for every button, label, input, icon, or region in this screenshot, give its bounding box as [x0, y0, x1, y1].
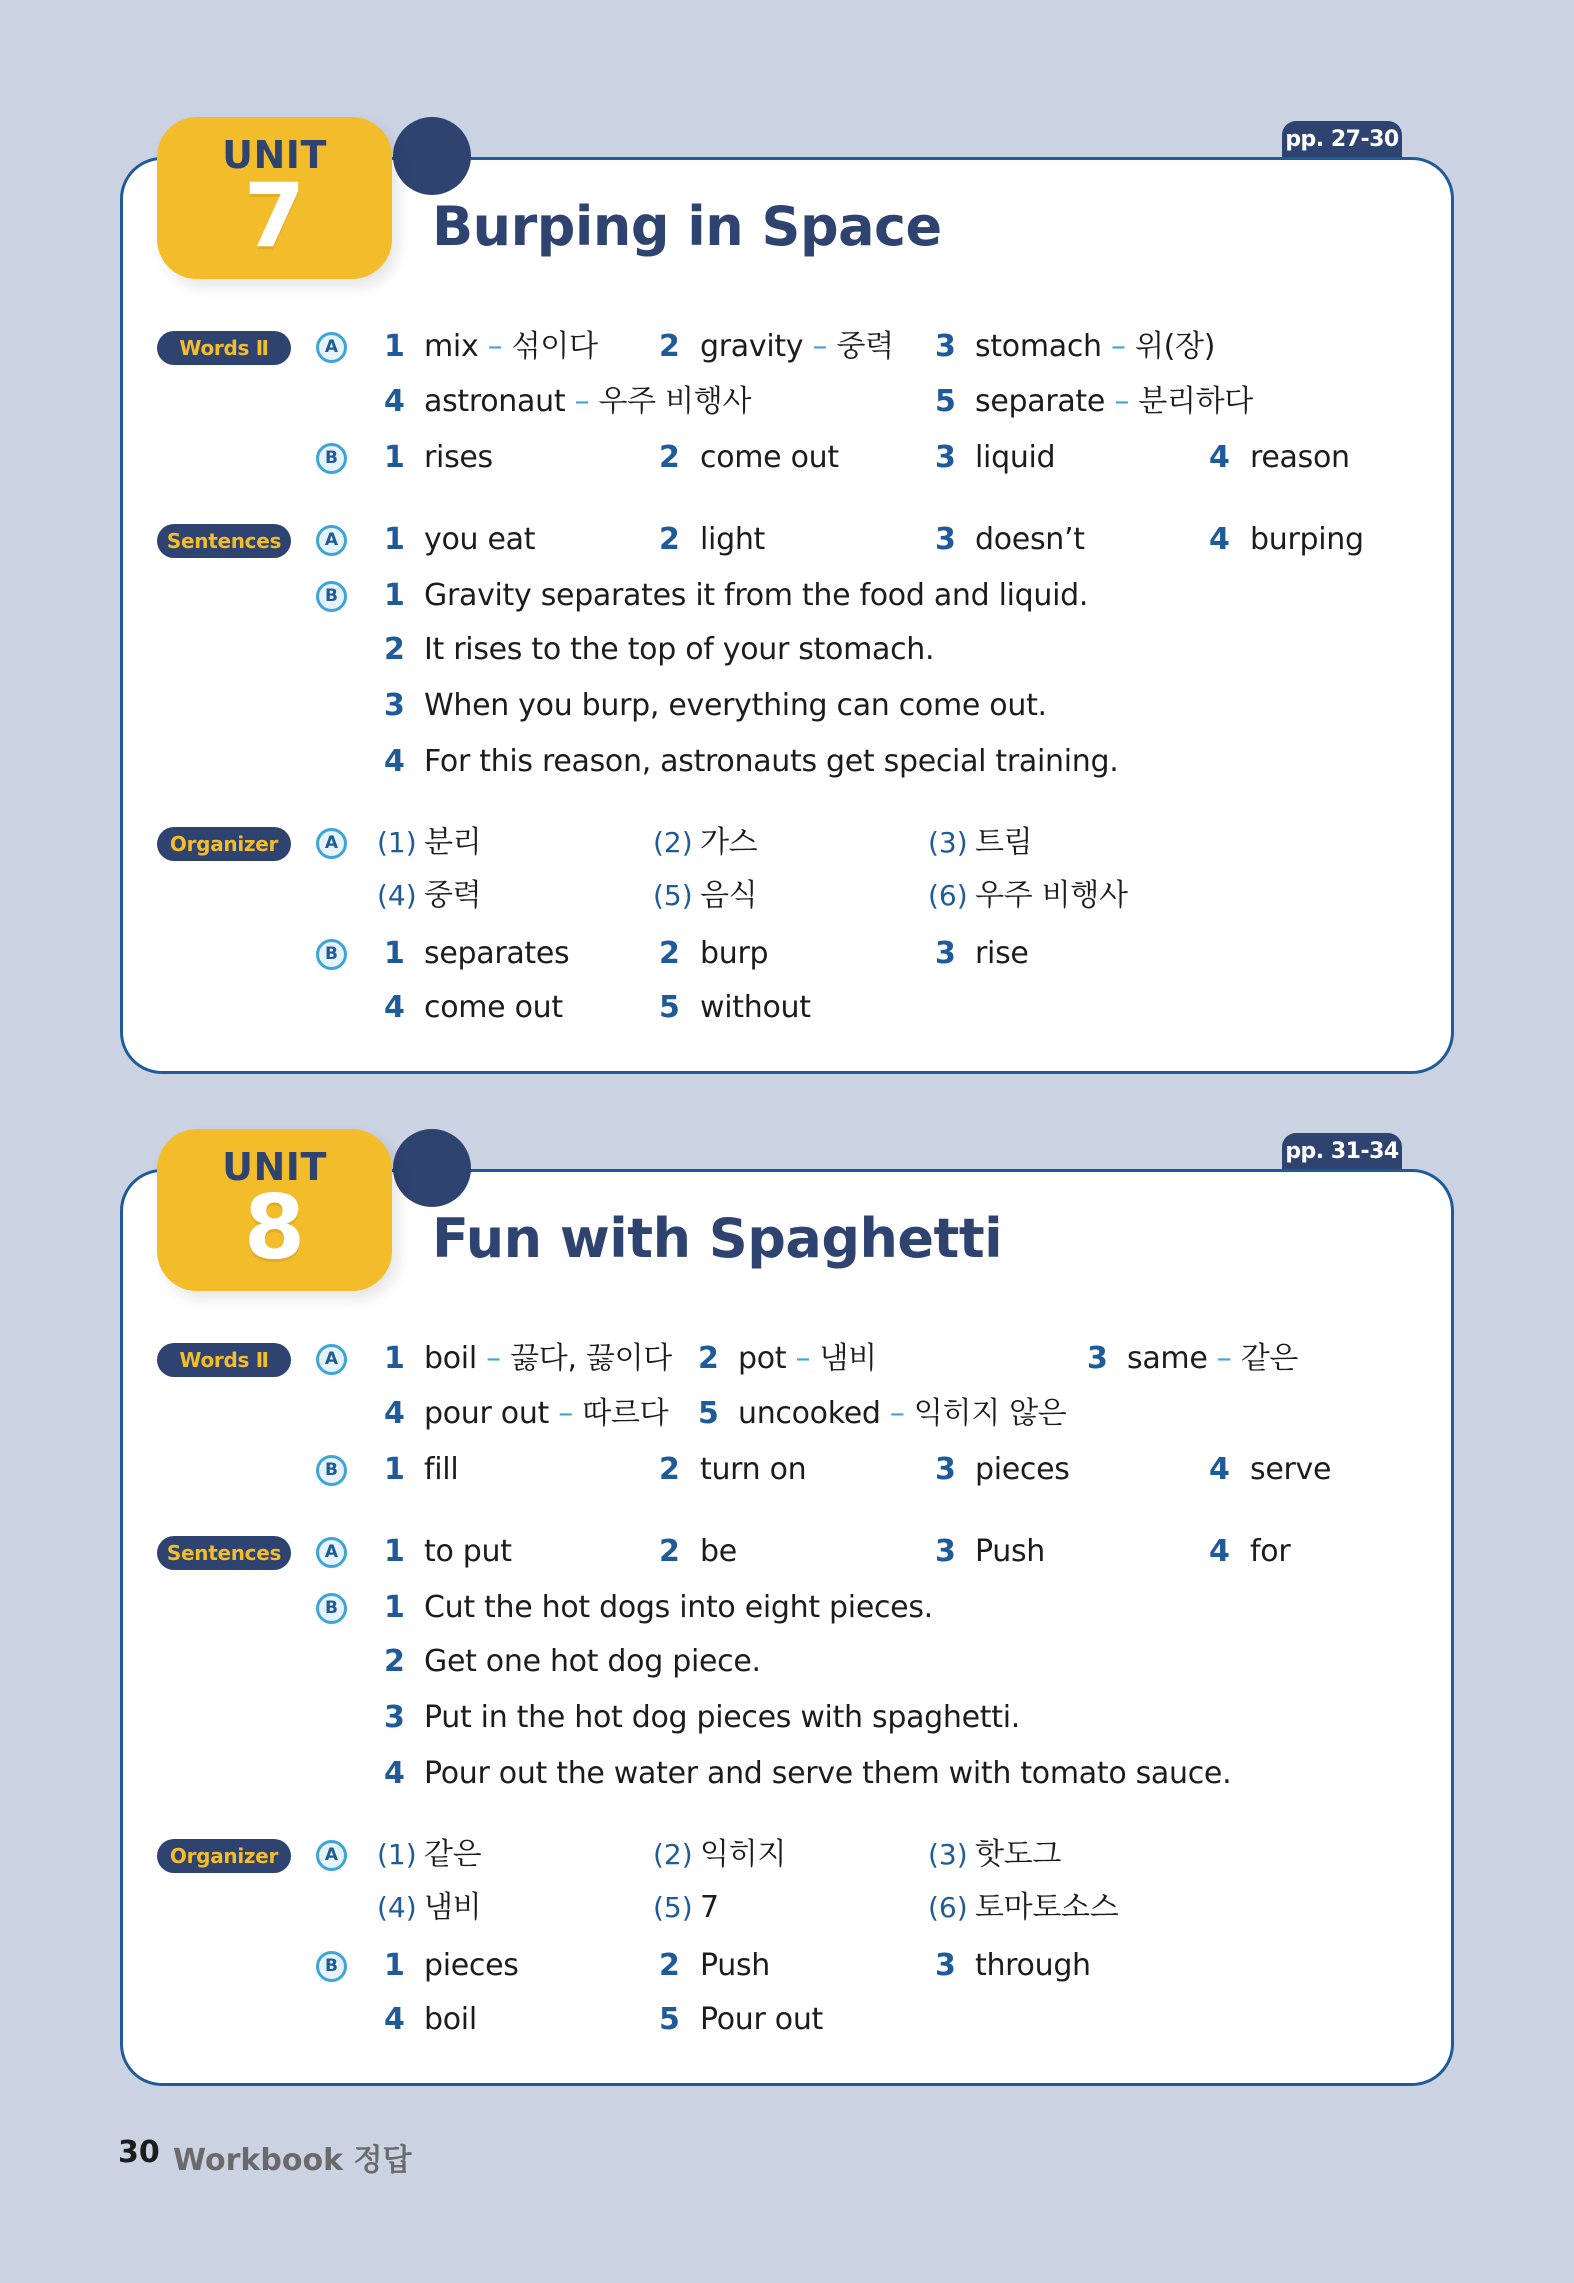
section-label-words: Words Ⅱ: [157, 1343, 291, 1377]
item-number: 4: [1209, 522, 1230, 557]
item-number: 4: [384, 1396, 405, 1431]
answer-text: burp: [700, 936, 769, 971]
part-a-marker: A: [316, 1840, 347, 1871]
item-number: (5): [653, 879, 693, 912]
unit-tab-decoration: [393, 1129, 471, 1207]
answer-text: light: [700, 522, 765, 557]
item-number: (2): [653, 826, 693, 859]
vocab-item: mix – 섞이다: [424, 329, 598, 364]
answer-text: 분리: [424, 825, 482, 860]
item-number: 2: [698, 1341, 719, 1376]
answer-text: 가스: [700, 825, 758, 860]
answer-text: pieces: [424, 1948, 519, 1983]
item-number: 4: [384, 2002, 405, 2037]
sentence-answer: When you burp, everything can come out.: [424, 688, 1047, 723]
part-b-marker: B: [316, 1455, 347, 1486]
answer-text: turn on: [700, 1452, 807, 1487]
item-number: 3: [935, 1534, 956, 1569]
item-number: 5: [698, 1396, 719, 1431]
answer-text: 트림: [975, 825, 1033, 860]
item-number: 2: [659, 1452, 680, 1487]
item-number: 1: [384, 1534, 405, 1569]
item-number: 4: [384, 1756, 405, 1791]
answer-text: boil: [424, 2002, 477, 2037]
unit-word: UNIT: [222, 133, 327, 177]
item-number: 1: [384, 329, 405, 364]
item-number: 4: [384, 744, 405, 779]
item-number: 3: [1087, 1341, 1108, 1376]
answer-text: 토마토소스: [975, 1890, 1119, 1925]
item-number: 1: [384, 1590, 405, 1625]
unit-badge: [157, 1129, 392, 1291]
vocab-item: gravity – 중력: [700, 329, 894, 364]
item-number: (1): [377, 1838, 417, 1871]
item-number: 2: [659, 1948, 680, 1983]
item-number: 1: [384, 578, 405, 613]
answer-text: 음식: [700, 878, 758, 913]
answer-text: you eat: [424, 522, 536, 557]
item-number: 5: [659, 2002, 680, 2037]
sentence-answer: Put in the hot dog pieces with spaghetti.: [424, 1700, 1020, 1735]
item-number: 3: [935, 1452, 956, 1487]
part-a-marker: A: [316, 1344, 347, 1375]
part-b-marker: B: [316, 443, 347, 474]
footer-title: Workbook 정답: [173, 2143, 412, 2178]
part-b-marker: B: [316, 1593, 347, 1624]
answer-text: 중력: [424, 878, 482, 913]
section-label-organizer: Organizer: [157, 1839, 291, 1873]
answer-text: serve: [1250, 1452, 1332, 1487]
item-number: 4: [384, 384, 405, 419]
answer-text: come out: [424, 990, 563, 1025]
section-label-words: Words Ⅱ: [157, 331, 291, 365]
vocab-item: pot – 냄비: [738, 1341, 877, 1376]
item-number: 2: [659, 440, 680, 475]
item-number: 3: [384, 688, 405, 723]
answer-text: 냄비: [424, 1890, 482, 1925]
item-number: (1): [377, 826, 417, 859]
vocab-item: same – 같은: [1127, 1341, 1299, 1376]
unit-badge: [157, 117, 392, 279]
sentence-answer: Pour out the water and serve them with tomato sauce.: [424, 1756, 1232, 1791]
item-number: 4: [384, 990, 405, 1025]
item-number: (6): [928, 1891, 968, 1924]
item-number: (4): [377, 879, 417, 912]
page-range-badge: pp. 31-34: [1282, 1133, 1402, 1169]
answer-text: Push: [700, 1948, 771, 1983]
item-number: (5): [653, 1891, 693, 1924]
item-number: 3: [935, 1948, 956, 1983]
answer-text: be: [700, 1534, 737, 1569]
item-number: 2: [384, 632, 405, 667]
unit-title: Burping in Space: [432, 195, 942, 258]
sentence-answer: Gravity separates it from the food and liquid.: [424, 578, 1089, 613]
section-label-organizer: Organizer: [157, 827, 291, 861]
item-number: 2: [659, 329, 680, 364]
item-number: 4: [1209, 1534, 1230, 1569]
part-b-marker: B: [316, 1951, 347, 1982]
item-number: 2: [384, 1644, 405, 1679]
page-range-badge: pp. 27-30: [1282, 121, 1402, 157]
item-number: (3): [928, 826, 968, 859]
vocab-item: astronaut – 우주 비행사: [424, 384, 752, 419]
unit-number: 8: [243, 1176, 306, 1279]
item-number: 3: [384, 1700, 405, 1735]
answer-text: without: [700, 990, 811, 1025]
vocab-item: pour out – 따르다: [424, 1396, 669, 1431]
answer-text: 핫도그: [975, 1837, 1062, 1872]
answer-text: 7: [700, 1890, 719, 1925]
sentence-answer: Get one hot dog piece.: [424, 1644, 761, 1679]
part-a-marker: A: [316, 332, 347, 363]
sentence-answer: For this reason, astronauts get special training.: [424, 744, 1119, 779]
unit-number: 7: [243, 164, 306, 267]
sentence-answer: It rises to the top of your stomach.: [424, 632, 935, 667]
part-a-marker: A: [316, 828, 347, 859]
part-b-marker: B: [316, 581, 347, 612]
answer-text: liquid: [975, 440, 1056, 475]
item-number: 3: [935, 936, 956, 971]
answer-text: Push: [975, 1534, 1046, 1569]
answer-text: 익히지: [700, 1837, 787, 1872]
section-label-sentences: Sentences: [157, 524, 291, 558]
answer-text: separates: [424, 936, 570, 971]
answer-text: rises: [424, 440, 493, 475]
vocab-item: separate – 분리하다: [975, 384, 1253, 419]
item-number: 2: [659, 936, 680, 971]
item-number: 1: [384, 1452, 405, 1487]
unit-word: UNIT: [222, 1145, 327, 1189]
answer-text: fill: [424, 1452, 459, 1487]
answer-text: rise: [975, 936, 1029, 971]
item-number: 5: [935, 384, 956, 419]
answer-text: come out: [700, 440, 839, 475]
item-number: (4): [377, 1891, 417, 1924]
item-number: 3: [935, 329, 956, 364]
vocab-item: boil – 끓다, 끓이다: [424, 1341, 672, 1376]
vocab-item: uncooked – 익히지 않은: [738, 1396, 1067, 1431]
answer-text: 우주 비행사: [975, 878, 1128, 913]
answer-text: for: [1250, 1534, 1291, 1569]
item-number: (3): [928, 1838, 968, 1871]
item-number: (2): [653, 1838, 693, 1871]
item-number: 4: [1209, 440, 1230, 475]
item-number: 3: [935, 440, 956, 475]
item-number: 1: [384, 936, 405, 971]
answer-text: doesn’t: [975, 522, 1085, 557]
item-number: 1: [384, 1341, 405, 1376]
answer-text: pieces: [975, 1452, 1070, 1487]
answer-text: reason: [1250, 440, 1350, 475]
part-b-marker: B: [316, 939, 347, 970]
item-number: 2: [659, 1534, 680, 1569]
answer-text: burping: [1250, 522, 1364, 557]
unit-tab-decoration: [393, 117, 471, 195]
section-label-sentences: Sentences: [157, 1536, 291, 1570]
item-number: 1: [384, 1948, 405, 1983]
item-number: 3: [935, 522, 956, 557]
item-number: (6): [928, 879, 968, 912]
item-number: 4: [1209, 1452, 1230, 1487]
part-a-marker: A: [316, 525, 347, 556]
item-number: 1: [384, 440, 405, 475]
vocab-item: stomach – 위(장): [975, 329, 1216, 364]
unit-title: Fun with Spaghetti: [432, 1207, 1003, 1270]
sentence-answer: Cut the hot dogs into eight pieces.: [424, 1590, 933, 1625]
answer-text: through: [975, 1948, 1091, 1983]
item-number: 2: [659, 522, 680, 557]
page-number: 30: [118, 2135, 160, 2170]
answer-text: to put: [424, 1534, 512, 1569]
answer-text: 같은: [424, 1837, 482, 1872]
answer-text: Pour out: [700, 2002, 823, 2037]
item-number: 5: [659, 990, 680, 1025]
part-a-marker: A: [316, 1537, 347, 1568]
item-number: 1: [384, 522, 405, 557]
